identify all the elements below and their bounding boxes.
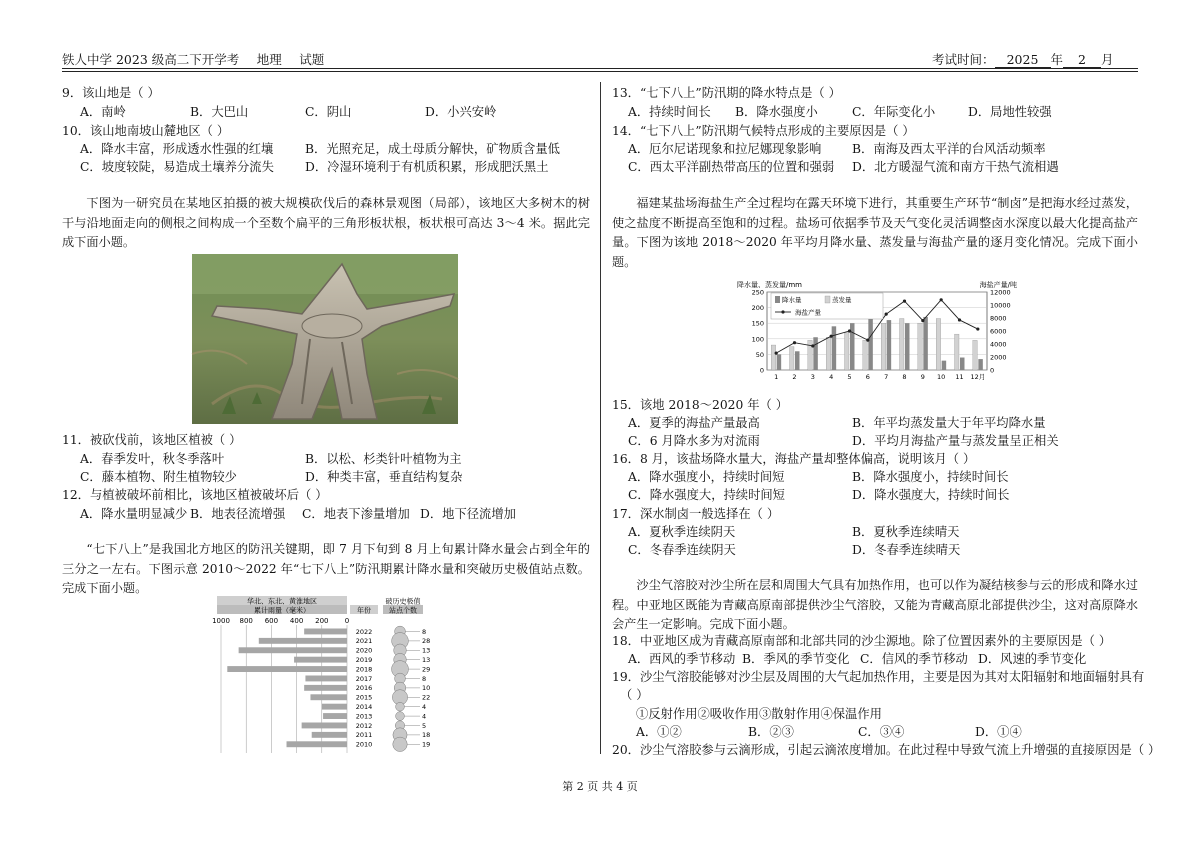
q18-stem: 18．中亚地区成为青藏高原南部和北部共同的沙尘源地。除了位置因素外的主要原因是（ ） (612, 634, 1112, 648)
salt-left-tick: 100 (751, 335, 764, 344)
q19-items: ①反射作用②吸收作用③散射作用④保温作用 (636, 707, 882, 721)
q14-option-d: D．北方暖湿气流和南方干热气流相遇 (852, 160, 1059, 174)
rain-header: 华北、东北、黄淮地区 (247, 597, 317, 606)
evaporation-bar (771, 345, 776, 370)
q18-option-c: C．信风的季节移动 (860, 652, 968, 666)
year-label: 2014 (355, 703, 373, 711)
flood-x-tick: 800 (239, 617, 253, 625)
rainfall-bar (304, 629, 347, 635)
salt-output-point (958, 318, 961, 321)
exam-year: 2025 (995, 52, 1051, 68)
station-count: 29 (422, 665, 431, 674)
rainfall-bar (305, 676, 347, 682)
evaporation-bar (790, 347, 795, 370)
stations-subheader: 站点个数 (389, 606, 417, 615)
salt-output-point (921, 319, 924, 322)
q11-option-c: C．藤本植物、附生植物较少 (80, 470, 237, 484)
evaporation-bar (826, 337, 831, 370)
exam-month: 2 (1063, 52, 1101, 68)
q11-option-d: D．种类丰富，垂直结构复杂 (305, 470, 463, 484)
year-label: 2019 (355, 656, 373, 664)
legend-label-evaporation: 蒸发量 (832, 296, 852, 304)
salt-month-tick: 9 (920, 373, 925, 381)
station-bubble (396, 702, 405, 711)
year-label: 2021 (355, 637, 373, 646)
precipitation-bar (905, 323, 910, 370)
year-label: 2022 (355, 627, 373, 636)
flood-season-chart (212, 596, 455, 754)
salt-right-tick: 2000 (990, 353, 1007, 362)
salt-month-tick: 7 (884, 373, 889, 381)
rainfall-bar (294, 657, 347, 663)
salt-right-tick: 4000 (990, 340, 1007, 349)
rainfall-bar (239, 647, 347, 653)
salt-left-tick: 250 (751, 288, 764, 297)
exam-header-right (932, 50, 1114, 68)
precipitation-bar (978, 359, 983, 370)
q17-option-d: D．冬春季连续晴天 (852, 543, 961, 557)
q10-option-c: C．坡度较陡，易造成土壤养分流失 (80, 160, 274, 174)
salt-month-tick: 10 (937, 373, 946, 381)
precipitation-bar (923, 317, 928, 370)
station-count: 8 (422, 674, 427, 683)
q17-option-a: A．夏秋季连续阴天 (628, 525, 736, 539)
year-label: 2013 (355, 712, 373, 721)
q12-stem: 12．与植被破坏前相比，该地区植被破坏后（ ） (62, 488, 328, 502)
evaporation-bar (955, 334, 960, 370)
rainfall-bar (304, 685, 347, 691)
q14-option-a: A．厄尔尼诺现象和拉尼娜现象影响 (628, 142, 822, 156)
salt-output-point (775, 352, 778, 355)
salt-output-point (811, 344, 814, 347)
forest-stump-photo (192, 254, 458, 424)
salt-output-point (830, 335, 833, 338)
q19-stem-paren: （ ） (620, 688, 649, 702)
year-header: 年份 (357, 606, 371, 615)
precipitation-bar (795, 351, 800, 370)
q12-option-d: D．地下径流增加 (420, 507, 516, 521)
legend-label-precipitation: 降水量 (782, 296, 802, 304)
q16-option-c: C．降水强度大，持续时间短 (628, 488, 785, 502)
salt-output-point (940, 298, 943, 301)
station-bubble (396, 712, 405, 721)
q15-option-a: A．夏季的海盐产量最高 (628, 416, 760, 430)
column-divider (600, 82, 601, 754)
q14-option-c: C．西太平洋副热带高压的位置和强弱 (628, 160, 835, 174)
q15-option-d: D．平均月海盐产量与蒸发量呈正相关 (852, 434, 1059, 448)
flood-season-intro: “七下八上”是我国北方地区的防汛关键期，即 7 月下旬到 8 月上旬累计降水量会占到全年的三分之一左右。下图示意 2010～2022 年“七下八上”防汛期累计降水量和突破历史极值站点数。完成下面小题。 (62, 542, 590, 595)
salt-output-point (885, 313, 888, 316)
year-label: 2020 (355, 646, 373, 655)
station-count: 10 (422, 684, 431, 693)
salt-left-tick: 150 (751, 319, 764, 328)
precipitation-bar (960, 358, 965, 370)
q11-option-b: B．以松、杉类针叶植物为主 (305, 452, 462, 466)
q9-option-a: A．南岭 (80, 105, 126, 119)
q13-option-d: D．局地性较强 (968, 105, 1052, 119)
salt-output-point (793, 341, 796, 344)
q16-option-b: B．降水强度小，持续时间长 (852, 470, 1009, 484)
salt-output-point (866, 339, 869, 342)
q12-option-a: A．降水量明显减少 (80, 507, 188, 521)
station-count: 8 (422, 627, 427, 636)
q16-option-d: D．降水强度大，持续时间长 (852, 488, 1010, 502)
year-label: 2015 (355, 693, 373, 702)
salt-right-axis-label: 海盐产量/吨 (979, 281, 1017, 289)
exam-header-left (62, 50, 324, 69)
station-count: 13 (422, 656, 431, 664)
station-count: 19 (422, 740, 431, 749)
q13-option-c: C．年际变化小 (852, 105, 936, 119)
station-count: 18 (422, 731, 431, 740)
rainfall-bar (322, 704, 347, 710)
header-rule-2 (62, 71, 1138, 72)
evaporation-bar (881, 323, 886, 370)
q10-option-a: A．降水丰富，形成透水性强的红壤 (80, 142, 274, 156)
salt-right-tick: 6000 (990, 327, 1007, 336)
station-count: 4 (422, 703, 427, 711)
evaporation-bar (973, 340, 978, 370)
subject-name: 地理 (239, 50, 299, 69)
year-label: 2018 (355, 665, 373, 674)
salt-right-tick: 8000 (990, 314, 1007, 323)
q16-stem: 16．8 月，该盐场降水量大，海盐产量却整体偏高，说明该月（ ） (612, 452, 976, 466)
q17-stem: 17．深水制卤一般选择在（ ） (612, 507, 780, 521)
salt-left-axis-label: 降水量、蒸发量/mm (737, 281, 802, 289)
salt-output-point (848, 329, 851, 332)
year-unit: 年 (1050, 52, 1064, 67)
flood-x-tick: 0 (344, 617, 350, 625)
legend-swatch-precipitation (775, 296, 780, 303)
q11-stem: 11．被砍伐前，该地区植被（ ） (62, 433, 242, 447)
flood-x-tick: 200 (315, 617, 329, 625)
q13-option-a: A．持续时间长 (628, 105, 711, 119)
q9-option-d: D．小兴安岭 (425, 105, 497, 119)
salt-left-tick: 200 (751, 304, 764, 313)
evaporation-bar (845, 333, 850, 370)
rainfall-bar (302, 723, 347, 729)
stations-header: 破历史极值 (385, 597, 421, 606)
q18-option-d: D．风速的季节变化 (978, 652, 1087, 666)
legend-swatch-evaporation (825, 296, 830, 303)
salt-output-point (976, 327, 979, 330)
rainfall-bar (310, 694, 347, 700)
station-count: 13 (422, 646, 431, 655)
evaporation-bar (918, 323, 923, 370)
q19-stem: 19．沙尘气溶胶能够对沙尘层及周围的大气起加热作用，主要是因为其对太阳辐射和地面辐射具有 (612, 670, 1145, 684)
salt-right-tick: 12000 (990, 288, 1011, 297)
rainfall-bar (287, 741, 347, 747)
q19-option-b: B．②③ (748, 725, 794, 739)
precipitation-bar (813, 337, 818, 370)
school-exam-name: 铁人中学 2023 级高二下开学考 (62, 52, 240, 67)
salt-month-tick: 2 (792, 373, 797, 381)
q20-stem: 20．沙尘气溶胶参与云滴形成，引起云滴浓度增加。在此过程中导致气流上升增强的直接原因是（ ） (612, 743, 1161, 757)
flood-x-tick: 1000 (212, 617, 230, 625)
exam-time-label: 考试时间： (932, 52, 995, 67)
q18-option-a: A．西风的季节移动 (628, 652, 736, 666)
q15-stem: 15．该地 2018～2020 年（ ） (612, 398, 789, 412)
evaporation-bar (900, 319, 905, 370)
q19-option-d: D．①④ (975, 725, 1022, 739)
precipitation-bar (777, 354, 782, 370)
forest-intro: 下图为一研究员在某地区拍摄的被大规模砍伐后的森林景观图（局部），该地区大多树木的树干与沿地面走向的侧根之间构成一个至数个扁平的三角形板状根，板状根可高达 3～4 米。据此完成下面小题。 (62, 196, 590, 249)
salt-month-tick: 4 (829, 373, 834, 381)
salt-month-tick: 5 (847, 373, 852, 381)
dust-aerosol-intro: 沙尘气溶胶对沙尘所在层和周围大气具有加热作用，也可以作为凝结核参与云的形成和降水过程。中亚地区既能为青藏高原南部提供沙尘气溶胶，又能为青藏高原北部提供沙尘，这对高原降水会产生一定影响。完成下面小题。 (612, 578, 1138, 631)
legend-label-salt: 海盐产量 (795, 308, 821, 317)
q17-option-c: C．冬春季连续阴天 (628, 543, 736, 557)
q12-option-b: B．地表径流增强 (190, 507, 286, 521)
salt-right-tick: 10000 (990, 301, 1011, 310)
q16-option-a: A．降水强度小，持续时间短 (628, 470, 785, 484)
station-bubble (393, 737, 407, 751)
q9-stem: 9．该山地是（ ） (62, 86, 160, 100)
salt-month-tick: 12月 (970, 373, 986, 381)
q14-option-b: B．南海及西太平洋的台风活动频率 (852, 142, 1046, 156)
flood-x-tick: 400 (289, 617, 304, 625)
q9-option-b: B．大巴山 (190, 105, 249, 119)
legend-marker-salt (781, 310, 784, 313)
q19-option-a: A．①② (636, 725, 682, 739)
precipitation-bar (942, 361, 947, 370)
year-label: 2011 (355, 731, 373, 740)
year-label: 2012 (355, 721, 373, 730)
salt-month-tick: 8 (902, 373, 907, 381)
evaporation-bar (863, 340, 868, 370)
q13-stem: 13．“七下八上”防汛期的降水特点是（ ） (612, 86, 841, 100)
q18-option-b: B．季风的季节变化 (742, 652, 850, 666)
flood-x-tick: 600 (264, 617, 279, 625)
salt-production-chart (735, 280, 1019, 388)
q10-option-d: D．冷湿环境利于有机质积累，形成肥沃黑土 (305, 160, 549, 174)
q10-stem: 10．该山地南坡山麓地区（ ） (62, 124, 230, 138)
header-rule (62, 68, 1138, 69)
exam-suffix: 试题 (299, 52, 325, 67)
precipitation-bar (832, 326, 837, 370)
rainfall-bar (312, 732, 347, 738)
rainfall-bar (227, 666, 347, 672)
q14-stem: 14．“七下八上”防汛期气候特点形成的主要原因是（ ） (612, 124, 915, 138)
q19-option-c: C．③④ (858, 725, 905, 739)
q9-option-c: C．阴山 (305, 105, 352, 119)
salt-output-point (903, 300, 906, 303)
salt-month-tick: 1 (774, 373, 779, 381)
year-label: 2010 (355, 740, 373, 749)
rain-subheader: 累计雨量（毫米） (254, 606, 310, 615)
q15-option-c: C．6 月降水多为对流雨 (628, 434, 760, 448)
year-label: 2017 (355, 674, 373, 683)
salt-right-tick: 0 (990, 366, 995, 375)
salt-left-tick: 50 (755, 350, 764, 359)
q12-option-c: C．地表下渗量增加 (302, 507, 410, 521)
evaporation-bar (936, 319, 941, 370)
precipitation-bar (887, 320, 892, 370)
station-count: 5 (422, 721, 427, 730)
q13-option-b: B．降水强度小 (735, 105, 818, 119)
page-footer: 第 2 页 共 4 页 (562, 780, 638, 793)
station-count: 4 (422, 712, 427, 721)
salt-month-tick: 11 (955, 373, 964, 381)
station-count: 28 (422, 637, 431, 646)
q11-option-a: A．春季发叶，秋冬季落叶 (80, 452, 225, 466)
q15-option-b: B．年平均蒸发量大于年平均降水量 (852, 416, 1046, 430)
station-count: 22 (422, 693, 431, 702)
salt-month-tick: 3 (810, 373, 815, 381)
salt-month-tick: 6 (865, 373, 870, 381)
q17-option-b: B．夏秋季连续晴天 (852, 525, 960, 539)
month-unit: 月 (1101, 52, 1114, 67)
salt-left-tick: 0 (759, 366, 764, 375)
rainfall-bar (259, 638, 347, 644)
q10-option-b: B．光照充足，成土母质分解快，矿物质含量低 (305, 142, 560, 156)
salt-field-intro: 福建某盐场海盐生产全过程均在露天环境下进行，其重要生产环节“制卤”是把海水经过蒸发，使之盐度不断提高至饱和的过程。盐场可依据季节及天气变化灵活调整卤水深度以最大化提高盐产量。下图为该地 2018～2020 年平均月降水量、蒸发量与海盐产量的逐月变化情况。完成下面小题。 (612, 196, 1138, 269)
rainfall-bar (323, 713, 347, 719)
year-label: 2016 (355, 684, 373, 693)
